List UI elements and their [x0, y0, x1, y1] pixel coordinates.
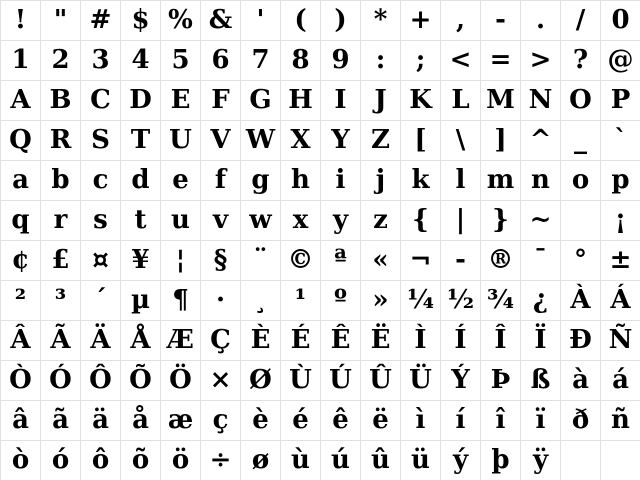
glyph-cell[interactable]: <: [440, 40, 480, 80]
glyph-cell[interactable]: §: [200, 240, 240, 280]
glyph-cell[interactable]: Q: [0, 120, 40, 160]
glyph-cell[interactable]: ¯: [520, 240, 560, 280]
glyph-cell[interactable]: ¹: [280, 280, 320, 320]
glyph-cell[interactable]: ·: [200, 280, 240, 320]
glyph-cell[interactable]: /: [560, 0, 600, 40]
glyph-cell[interactable]: ï: [520, 400, 560, 440]
glyph-cell[interactable]: e: [160, 160, 200, 200]
glyph-cell[interactable]: w: [240, 200, 280, 240]
glyph-cell[interactable]: 5: [160, 40, 200, 80]
glyph-cell[interactable]: Ñ: [600, 320, 640, 360]
glyph-cell[interactable]: Æ: [160, 320, 200, 360]
glyph-cell[interactable]: I: [320, 80, 360, 120]
glyph-cell[interactable]: ë: [360, 400, 400, 440]
glyph-cell[interactable]: ): [320, 0, 360, 40]
glyph-cell[interactable]: î: [480, 400, 520, 440]
glyph-cell[interactable]: é: [280, 400, 320, 440]
glyph-cell[interactable]: Þ: [480, 360, 520, 400]
glyph-cell[interactable]: n: [520, 160, 560, 200]
glyph-cell[interactable]: +: [400, 0, 440, 40]
glyph-cell[interactable]: à: [560, 360, 600, 400]
glyph-cell[interactable]: º: [320, 280, 360, 320]
glyph-cell[interactable]: -: [480, 0, 520, 40]
glyph-cell[interactable]: ^: [520, 120, 560, 160]
glyph-cell[interactable]: ¢: [0, 240, 40, 280]
glyph-cell[interactable]: [: [400, 120, 440, 160]
glyph-cell[interactable]: Ú: [320, 360, 360, 400]
glyph-cell[interactable]: õ: [120, 440, 160, 480]
glyph-cell[interactable]: ã: [40, 400, 80, 440]
glyph-cell[interactable]: y: [320, 200, 360, 240]
glyph-cell[interactable]: k: [400, 160, 440, 200]
glyph-cell[interactable]: F: [200, 80, 240, 120]
glyph-cell[interactable]: ©: [280, 240, 320, 280]
glyph-cell[interactable]: h: [280, 160, 320, 200]
glyph-cell[interactable]: 3: [80, 40, 120, 80]
glyph-cell[interactable]: Ð: [560, 320, 600, 360]
glyph-cell[interactable]: U: [160, 120, 200, 160]
glyph-cell[interactable]: 4: [120, 40, 160, 80]
glyph-cell[interactable]: }: [480, 200, 520, 240]
glyph-cell[interactable]: Ý: [440, 360, 480, 400]
glyph-cell[interactable]: ß: [520, 360, 560, 400]
glyph-cell[interactable]: ø: [240, 440, 280, 480]
glyph-cell[interactable]: í: [440, 400, 480, 440]
glyph-cell[interactable]: ¿: [520, 280, 560, 320]
glyph-cell[interactable]: ÿ: [520, 440, 560, 480]
glyph-cell[interactable]: !: [0, 0, 40, 40]
glyph-cell[interactable]: o: [560, 160, 600, 200]
glyph-cell[interactable]: *: [360, 0, 400, 40]
glyph-cell[interactable]: >: [520, 40, 560, 80]
glyph-cell[interactable]: Â: [0, 320, 40, 360]
glyph-cell[interactable]: T: [120, 120, 160, 160]
glyph-cell[interactable]: `: [600, 120, 640, 160]
glyph-cell[interactable]: È: [240, 320, 280, 360]
glyph-cell[interactable]: ð: [560, 400, 600, 440]
glyph-cell[interactable]: £: [40, 240, 80, 280]
glyph-cell[interactable]: 6: [200, 40, 240, 80]
glyph-cell[interactable]: Ó: [40, 360, 80, 400]
glyph-cell[interactable]: ò: [0, 440, 40, 480]
glyph-cell[interactable]: ä: [80, 400, 120, 440]
empty-cell: [560, 440, 600, 480]
glyph-cell[interactable]: Z: [360, 120, 400, 160]
glyph-cell[interactable]: =: [480, 40, 520, 80]
glyph-cell[interactable]: ü: [400, 440, 440, 480]
glyph-cell[interactable]: s: [80, 200, 120, 240]
glyph-cell[interactable]: ": [40, 0, 80, 40]
glyph-cell[interactable]: v: [200, 200, 240, 240]
glyph-cell[interactable]: ó: [40, 440, 80, 480]
glyph-cell[interactable]: m: [480, 160, 520, 200]
glyph-cell[interactable]: %: [160, 0, 200, 40]
glyph-cell[interactable]: 1: [0, 40, 40, 80]
glyph-cell[interactable]: ¥: [120, 240, 160, 280]
glyph-cell[interactable]: t: [120, 200, 160, 240]
glyph-cell[interactable]: ¡: [600, 200, 640, 240]
glyph-cell[interactable]: H: [280, 80, 320, 120]
glyph-cell[interactable]: ´: [80, 280, 120, 320]
glyph-cell[interactable]: {: [400, 200, 440, 240]
glyph-cell[interactable]: |: [440, 200, 480, 240]
glyph-cell[interactable]: å: [120, 400, 160, 440]
glyph-cell[interactable]: Ç: [200, 320, 240, 360]
glyph-cell[interactable]: ú: [320, 440, 360, 480]
glyph-cell[interactable]: ×: [200, 360, 240, 400]
glyph-cell[interactable]: ¼: [400, 280, 440, 320]
glyph-cell[interactable]: C: [80, 80, 120, 120]
glyph-cell[interactable]: i: [320, 160, 360, 200]
glyph-cell[interactable]: á: [600, 360, 640, 400]
glyph-cell[interactable]: z: [360, 200, 400, 240]
glyph-cell[interactable]: X: [280, 120, 320, 160]
glyph-cell[interactable]: ¶: [160, 280, 200, 320]
glyph-cell[interactable]: ¾: [480, 280, 520, 320]
glyph-cell[interactable]: L: [440, 80, 480, 120]
glyph-cell[interactable]: f: [200, 160, 240, 200]
glyph-cell[interactable]: °: [560, 240, 600, 280]
glyph-cell[interactable]: ù: [280, 440, 320, 480]
glyph-cell[interactable]: b: [40, 160, 80, 200]
glyph-cell[interactable]: ®: [480, 240, 520, 280]
glyph-cell[interactable]: Ò: [0, 360, 40, 400]
glyph-cell[interactable]: æ: [160, 400, 200, 440]
glyph-cell[interactable]: A: [0, 80, 40, 120]
glyph-cell[interactable]: É: [280, 320, 320, 360]
glyph-cell[interactable]: Ë: [360, 320, 400, 360]
empty-cell: [600, 440, 640, 480]
glyph-cell[interactable]: Ê: [320, 320, 360, 360]
glyph-cell[interactable]: ¸: [240, 280, 280, 320]
glyph-cell[interactable]: g: [240, 160, 280, 200]
glyph-cell[interactable]: «: [360, 240, 400, 280]
glyph-cell[interactable]: ': [240, 0, 280, 40]
glyph-cell[interactable]: .: [520, 0, 560, 40]
glyph-cell[interactable]: ~: [520, 200, 560, 240]
glyph-cell[interactable]: d: [120, 160, 160, 200]
empty-cell: [560, 200, 600, 240]
glyph-cell[interactable]: ì: [400, 400, 440, 440]
glyph-cell[interactable]: ô: [80, 440, 120, 480]
glyph-cell[interactable]: :: [360, 40, 400, 80]
glyph-cell[interactable]: Ï: [520, 320, 560, 360]
glyph-cell[interactable]: Å: [120, 320, 160, 360]
glyph-cell[interactable]: r: [40, 200, 80, 240]
glyph-cell[interactable]: W: [240, 120, 280, 160]
glyph-cell[interactable]: Á: [600, 280, 640, 320]
glyph-cell[interactable]: ,: [440, 0, 480, 40]
glyph-cell[interactable]: Y: [320, 120, 360, 160]
glyph-cell[interactable]: Õ: [120, 360, 160, 400]
glyph-cell[interactable]: ç: [200, 400, 240, 440]
glyph-cell[interactable]: ª: [320, 240, 360, 280]
glyph-cell[interactable]: N: [520, 80, 560, 120]
glyph-cell[interactable]: _: [560, 120, 600, 160]
glyph-cell[interactable]: ¨: [240, 240, 280, 280]
glyph-cell[interactable]: â: [0, 400, 40, 440]
glyph-cell[interactable]: 0: [600, 0, 640, 40]
glyph-cell[interactable]: B: [40, 80, 80, 120]
glyph-cell[interactable]: è: [240, 400, 280, 440]
glyph-cell[interactable]: ?: [560, 40, 600, 80]
glyph-cell[interactable]: 8: [280, 40, 320, 80]
glyph-cell[interactable]: û: [360, 440, 400, 480]
glyph-cell[interactable]: Ü: [400, 360, 440, 400]
glyph-cell[interactable]: Ã: [40, 320, 80, 360]
glyph-cell[interactable]: \: [440, 120, 480, 160]
glyph-cell[interactable]: p: [600, 160, 640, 200]
glyph-cell[interactable]: q: [0, 200, 40, 240]
glyph-cell[interactable]: 9: [320, 40, 360, 80]
glyph-cell[interactable]: ý: [440, 440, 480, 480]
glyph-cell[interactable]: ê: [320, 400, 360, 440]
glyph-cell[interactable]: ö: [160, 440, 200, 480]
glyph-cell[interactable]: Ä: [80, 320, 120, 360]
glyph-cell[interactable]: Ø: [240, 360, 280, 400]
glyph-cell[interactable]: E: [160, 80, 200, 120]
glyph-cell[interactable]: G: [240, 80, 280, 120]
glyph-cell[interactable]: ³: [40, 280, 80, 320]
glyph-cell[interactable]: l: [440, 160, 480, 200]
glyph-cell[interactable]: ²: [0, 280, 40, 320]
glyph-cell[interactable]: Í: [440, 320, 480, 360]
glyph-cell[interactable]: Ù: [280, 360, 320, 400]
glyph-cell[interactable]: @: [600, 40, 640, 80]
glyph-cell[interactable]: J: [360, 80, 400, 120]
glyph-cell[interactable]: ¦: [160, 240, 200, 280]
glyph-cell[interactable]: c: [80, 160, 120, 200]
glyph-cell[interactable]: O: [560, 80, 600, 120]
glyph-cell[interactable]: (: [280, 0, 320, 40]
glyph-cell[interactable]: þ: [480, 440, 520, 480]
glyph-cell[interactable]: R: [40, 120, 80, 160]
glyph-cell[interactable]: Ô: [80, 360, 120, 400]
glyph-cell[interactable]: -: [440, 240, 480, 280]
glyph-cell[interactable]: D: [120, 80, 160, 120]
glyph-cell[interactable]: #: [80, 0, 120, 40]
glyph-cell[interactable]: Ì: [400, 320, 440, 360]
glyph-cell[interactable]: ±: [600, 240, 640, 280]
glyph-cell[interactable]: ÷: [200, 440, 240, 480]
glyph-cell[interactable]: Û: [360, 360, 400, 400]
glyph-cell[interactable]: ;: [400, 40, 440, 80]
glyph-cell[interactable]: P: [600, 80, 640, 120]
glyph-cell[interactable]: Ö: [160, 360, 200, 400]
glyph-cell[interactable]: ¤: [80, 240, 120, 280]
glyph-cell[interactable]: ñ: [600, 400, 640, 440]
glyph-cell[interactable]: »: [360, 280, 400, 320]
glyph-cell[interactable]: µ: [120, 280, 160, 320]
glyph-cell[interactable]: $: [120, 0, 160, 40]
glyph-cell[interactable]: j: [360, 160, 400, 200]
glyph-cell[interactable]: ¬: [400, 240, 440, 280]
glyph-cell[interactable]: S: [80, 120, 120, 160]
glyph-cell[interactable]: ½: [440, 280, 480, 320]
glyph-cell[interactable]: 2: [40, 40, 80, 80]
glyph-cell[interactable]: K: [400, 80, 440, 120]
glyph-cell[interactable]: x: [280, 200, 320, 240]
glyph-cell[interactable]: u: [160, 200, 200, 240]
glyph-cell[interactable]: ]: [480, 120, 520, 160]
glyph-cell[interactable]: M: [480, 80, 520, 120]
glyph-cell[interactable]: &: [200, 0, 240, 40]
glyph-cell[interactable]: À: [560, 280, 600, 320]
glyph-cell[interactable]: 7: [240, 40, 280, 80]
glyph-cell[interactable]: Î: [480, 320, 520, 360]
glyph-cell[interactable]: a: [0, 160, 40, 200]
glyph-cell[interactable]: V: [200, 120, 240, 160]
